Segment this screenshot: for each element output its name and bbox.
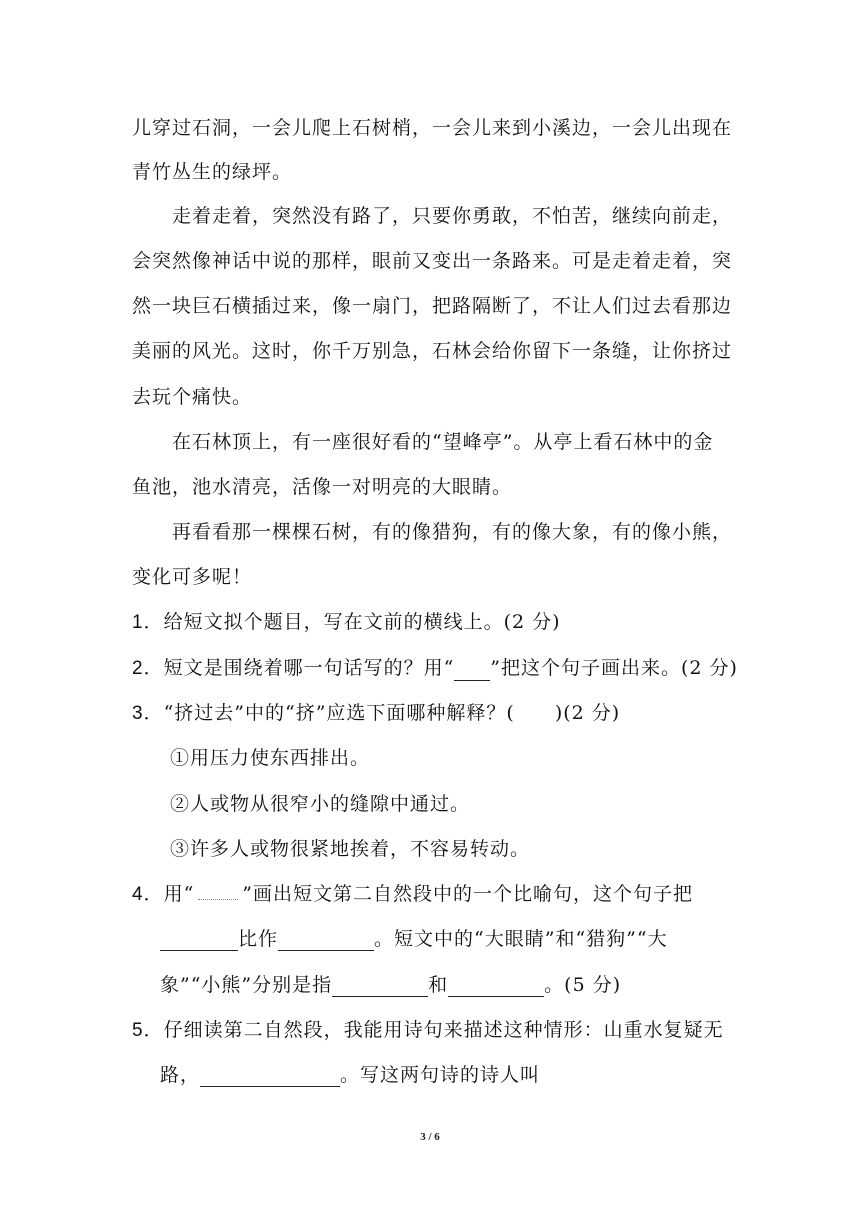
passage-line-7: 去玩个痛快。 [132, 386, 253, 408]
question-3 [132, 701, 620, 726]
passage-line-8: 在石林顶上，有一座很好看的“望峰亭”。从亭上看石林中的金 [172, 431, 714, 453]
answer-blank[interactable] [278, 930, 374, 951]
question-text-post: 。写这两句诗的诗人叫 [340, 1064, 541, 1086]
passage-line-2: 青竹丛生的绿坪。 [132, 161, 293, 183]
question-4-line-2 [160, 927, 668, 951]
question-number: 2． [132, 658, 164, 679]
question-text-pre: 短文是围绕着哪一句话写的？用“ [163, 657, 455, 679]
option-3: ③许多人或物很紧地挨着，不容易转动。 [170, 838, 531, 860]
question-text-pre: 用“ [163, 883, 195, 905]
question-number: 3． [132, 703, 164, 724]
question-2 [132, 656, 738, 681]
question-text-post: ”画出短文第二自然段中的一个比喻句，这个句子把 [242, 883, 694, 905]
passage-line-5: 然一块巨石横插过来，像一扇门，把路隔断了，不让人们过去看那边 [132, 295, 733, 317]
question-text-mid: 和 [428, 974, 449, 996]
question-text: 给短文拟个题目，写在文前的横线上。(2 分) [163, 611, 561, 633]
question-number: 5． [132, 1020, 164, 1041]
option-1: ①用压力使东西排出。 [170, 747, 371, 769]
option-2: ②人或物从很窄小的缝隙中通过。 [170, 793, 471, 815]
passage-line-4: 会突然像神话中说的那样，眼前又变出一条路来。可是走着走着，突 [132, 250, 733, 272]
question-text-pre: 路， [160, 1064, 201, 1086]
question-text-mid: 比作 [238, 928, 279, 950]
question-text: 仔细读第二自然段，我能用诗句来描述这种情形：山重水复疑无 [163, 1019, 724, 1041]
page-number: 3 / 6 [420, 1131, 440, 1143]
answer-blank[interactable] [160, 930, 238, 951]
underline-sample [454, 660, 490, 681]
passage-line-9: 鱼池，池水清亮，活像一对明亮的大眼睛。 [132, 476, 513, 498]
answer-blank[interactable] [448, 976, 544, 997]
question-number: 4． [132, 884, 164, 905]
question-5-line-1 [132, 1018, 724, 1043]
answer-blank[interactable] [332, 976, 428, 997]
passage-line-6: 美丽的风光。这时，你千万别急，石林会给你留下一条缝，让你挤过 [132, 340, 733, 362]
passage-line-3: 走着走着，突然没有路了，只要你勇敢，不怕苦，继续向前走， [172, 205, 733, 227]
question-1 [132, 610, 561, 635]
question-text-post: 。短文中的“大眼睛”和“猎狗”“大 [374, 928, 668, 950]
question-number: 1． [132, 612, 164, 633]
answer-blank[interactable] [200, 1066, 340, 1087]
wavy-line-sample [198, 891, 238, 900]
question-text-pre: 象”“小熊”分别是指 [160, 974, 333, 996]
passage-line-1: 儿穿过石洞，一会儿爬上石树梢，一会儿来到小溪边，一会儿出现在 [132, 117, 733, 139]
question-4-line-3 [160, 973, 621, 997]
question-text-post: 。(5 分) [544, 974, 622, 996]
question-text: “挤过去”中的“挤”应选下面哪种解释？( )(2 分) [163, 702, 621, 724]
question-text-post: ”把这个句子画出来。(2 分) [490, 657, 738, 679]
question-5-line-2 [160, 1063, 540, 1087]
question-4-line-1 [132, 882, 693, 907]
passage-line-11: 变化可多呢！ [132, 566, 253, 588]
passage-line-10: 再看看那一棵棵石树，有的像猎狗，有的像大象，有的像小熊， [172, 521, 733, 543]
